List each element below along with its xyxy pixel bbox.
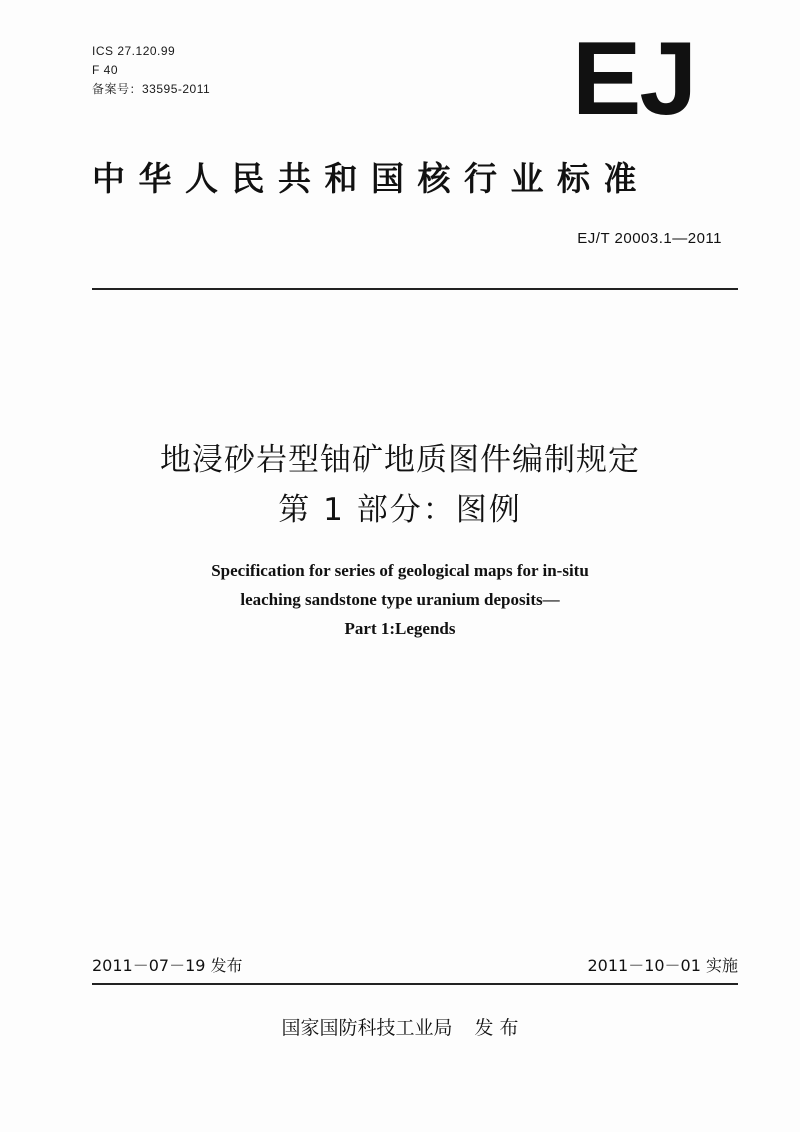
document-title-en-line3: Part 1:Legends [344,619,456,638]
standard-category-title: 中华人民共和国核行业标准 [92,159,650,198]
header-divider [92,288,738,290]
ej-logo: EJ [572,21,696,137]
document-title-en-line1: Specification for series of geological maps for in-situ [211,561,589,580]
issuer-action: 发 布 [474,1017,519,1039]
ccs-code: F 40 [92,63,119,77]
publish-date: 2011－07－19 发布 [92,956,243,975]
issuing-authority [0,1013,800,1040]
document-title-cn-line1: 地浸砂岩型铀矿地质图件编制规定 [160,442,640,478]
classification-info [92,42,210,99]
issuer-name: 国家国防科技工业局 [281,1017,453,1039]
document-title-en [0,556,800,643]
implement-date: 2011－10－01 实施 [587,956,738,975]
standard-code: EJ/T 20003.1—2011 [577,230,722,247]
footer-divider [92,983,738,985]
ics-code: ICS 27.120.99 [92,44,176,58]
document-title-en-line2: leaching sandstone type uranium deposits— [240,590,560,609]
record-number: 备案号：33595-2011 [92,82,211,96]
document-title-cn-line2: 第 1 部分：图例 [278,492,522,528]
